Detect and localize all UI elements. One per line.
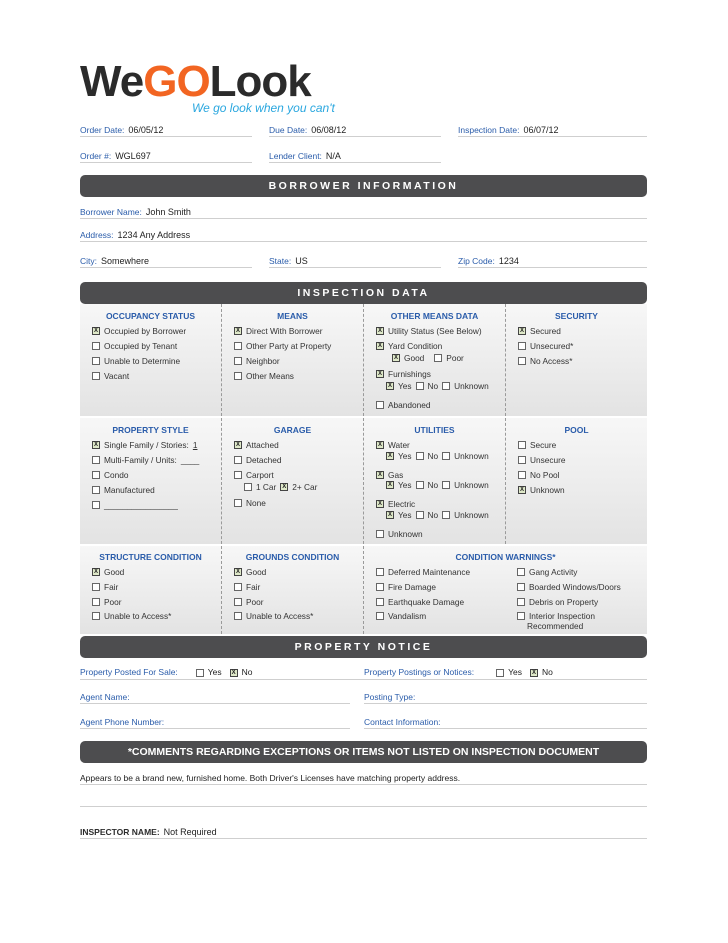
- item-label: Debris on Property: [529, 597, 599, 607]
- posted-for-sale-field: [80, 663, 350, 678]
- property-style-item[interactable]: [92, 500, 178, 510]
- item-label: 1 Car: [256, 482, 277, 492]
- item-label: Poor: [446, 353, 464, 363]
- comments-text: Appears to be a brand new, furnished home. Both Driver's Licenses have matching property address.: [80, 773, 461, 783]
- item-label: Fair: [104, 582, 119, 592]
- posted-for-sale-label: Property Posted For Sale:: [80, 667, 178, 677]
- warnings-item[interactable]: [376, 597, 464, 607]
- pool-item[interactable]: [518, 440, 556, 450]
- stories-value: 1: [192, 440, 198, 450]
- address-field: [80, 226, 647, 242]
- structure-item[interactable]: [92, 582, 118, 592]
- carport-options: [244, 482, 317, 492]
- structure-item[interactable]: [92, 611, 171, 621]
- checkbox[interactable]: [234, 372, 242, 380]
- checkbox[interactable]: [234, 456, 242, 464]
- comments-header: *COMMENTS REGARDING EXCEPTIONS OR ITEMS NOT LISTED ON INSPECTION DOCUMENT: [80, 741, 647, 763]
- checkbox[interactable]: X: [519, 328, 524, 334]
- water-options: [386, 451, 489, 461]
- grounds-item[interactable]: [234, 611, 313, 621]
- warnings-item[interactable]: [517, 567, 577, 577]
- contact-info-field[interactable]: [364, 713, 647, 729]
- item-label: ________________: [104, 500, 178, 510]
- checkbox[interactable]: [92, 471, 100, 479]
- checkbox[interactable]: [234, 499, 242, 507]
- garage-item[interactable]: [234, 455, 282, 465]
- grounds-header: GROUNDS CONDITION: [245, 552, 340, 562]
- checkbox[interactable]: [234, 598, 242, 606]
- inspection-section-header: INSPECTION DATA: [80, 282, 647, 304]
- utilities-item[interactable]: [376, 529, 423, 539]
- item-label: Carport: [246, 470, 274, 480]
- checkbox[interactable]: X: [282, 484, 287, 490]
- checkbox[interactable]: [416, 511, 424, 519]
- occupancy-item[interactable]: [92, 341, 177, 351]
- means-item[interactable]: [234, 371, 294, 381]
- city-field: [80, 252, 252, 268]
- divider: [80, 679, 647, 680]
- pool-item[interactable]: [518, 470, 560, 480]
- item-label: Electric: [388, 499, 416, 509]
- grounds-section: [222, 546, 364, 634]
- item-label: Interior Inspection: [529, 611, 595, 621]
- checkbox[interactable]: X: [377, 442, 382, 448]
- means-header: MEANS: [277, 311, 308, 321]
- item-label: Unknown: [388, 529, 423, 539]
- item-label: Poor: [246, 597, 264, 607]
- occupancy-header: OCCUPANCY STATUS: [105, 311, 196, 321]
- item-label: Yes: [398, 381, 412, 391]
- lender-field: [269, 147, 441, 163]
- item-label: Boarded Windows/Doors: [529, 582, 621, 592]
- checkbox[interactable]: [442, 511, 450, 519]
- state-field: [269, 252, 441, 268]
- item-label: Abandoned: [388, 400, 431, 410]
- item-label: 2+ Car: [292, 482, 318, 492]
- zip-value: 1234: [498, 256, 519, 266]
- item-label: Unknown: [454, 510, 489, 520]
- checkbox[interactable]: [92, 598, 100, 606]
- checkbox[interactable]: X: [387, 512, 392, 518]
- garage-item[interactable]: [234, 498, 266, 508]
- warnings-item[interactable]: [376, 582, 436, 592]
- address-label: Address:: [80, 230, 114, 240]
- property-style-item[interactable]: [92, 440, 197, 450]
- checkbox[interactable]: [518, 357, 526, 365]
- checkbox[interactable]: [376, 598, 384, 606]
- checkbox[interactable]: X: [235, 442, 240, 448]
- checkbox[interactable]: X: [235, 569, 240, 575]
- logo-look: Look: [209, 57, 311, 106]
- inspection-row-3: [80, 546, 647, 634]
- checkbox[interactable]: [92, 357, 100, 365]
- comments-text-line[interactable]: [80, 769, 647, 785]
- occupancy-item[interactable]: [92, 356, 180, 366]
- item-label: Utility Status (See Below): [388, 326, 482, 336]
- item-label: Unsecured*: [530, 341, 574, 351]
- checkbox[interactable]: X: [377, 501, 382, 507]
- checkbox[interactable]: [376, 401, 384, 409]
- checkbox[interactable]: X: [519, 487, 524, 493]
- checkbox[interactable]: [434, 354, 442, 362]
- lender-label: Lender Client:: [269, 151, 322, 161]
- item-label: Earthquake Damage: [388, 597, 465, 607]
- other-means-item[interactable]: [376, 369, 431, 379]
- occupancy-section: [80, 304, 222, 416]
- order-date-label: Order Date:: [80, 125, 125, 135]
- checkbox[interactable]: [517, 612, 525, 620]
- checkbox[interactable]: X: [377, 371, 382, 377]
- item-label: Water: [388, 440, 410, 450]
- due-date-label: Due Date:: [269, 125, 308, 135]
- item-label: Manufactured: [104, 485, 155, 495]
- postings-no-checkbox[interactable]: X: [531, 670, 536, 676]
- company-logo: [80, 57, 311, 106]
- other-means-section: [364, 304, 506, 416]
- item-label: Unable to Determine: [104, 356, 181, 366]
- utilities-header: UTILITIES: [414, 425, 455, 435]
- checkbox[interactable]: [442, 481, 450, 489]
- item-label: No: [427, 451, 439, 461]
- property-style-section: [80, 418, 222, 544]
- order-number-field: [80, 147, 252, 163]
- item-label: Vacant: [104, 371, 130, 381]
- security-header: SECURITY: [555, 311, 598, 321]
- checkbox[interactable]: [416, 452, 424, 460]
- agent-name-field[interactable]: [80, 688, 350, 704]
- item-label: No: [427, 381, 439, 391]
- utilities-item[interactable]: [376, 440, 410, 450]
- order-number-label: Order #:: [80, 151, 112, 161]
- inspection-row-1: [80, 304, 647, 416]
- garage-header: GARAGE: [273, 425, 312, 435]
- posting-type-label: Posting Type:: [364, 692, 416, 702]
- structure-item[interactable]: [92, 597, 122, 607]
- security-item[interactable]: [518, 326, 561, 336]
- item-label: Furnishings: [388, 369, 431, 379]
- item-label: Secure: [530, 440, 557, 450]
- garage-section: [222, 418, 364, 544]
- checkbox[interactable]: [92, 342, 100, 350]
- checkbox[interactable]: [92, 501, 100, 509]
- logo-we: We: [80, 57, 144, 106]
- checkbox[interactable]: X: [93, 328, 98, 334]
- security-item[interactable]: [518, 341, 573, 351]
- pool-item[interactable]: [518, 455, 566, 465]
- garage-item[interactable]: [234, 470, 274, 480]
- structure-item[interactable]: [92, 567, 124, 577]
- checkbox[interactable]: [376, 583, 384, 591]
- checkbox[interactable]: [234, 471, 242, 479]
- property-style-item[interactable]: [92, 485, 155, 495]
- checkbox[interactable]: X: [387, 482, 392, 488]
- item-label: Condo: [104, 470, 129, 480]
- checkbox[interactable]: [234, 612, 242, 620]
- checkbox[interactable]: [234, 357, 242, 365]
- yard-condition-options: [392, 353, 464, 363]
- structure-header: STRUCTURE CONDITION: [99, 552, 202, 562]
- item-label: Single Family / Stories:: [104, 440, 189, 450]
- item-label: Good: [404, 353, 425, 363]
- address-value: 1234 Any Address: [117, 230, 191, 240]
- logo-go: GO: [143, 57, 210, 106]
- warnings-header: CONDITION WARNINGS*: [455, 552, 556, 562]
- checkbox[interactable]: [92, 612, 100, 620]
- order-date-field: [80, 121, 252, 137]
- item-label: Unknown: [454, 451, 489, 461]
- pool-header: POOL: [564, 425, 589, 435]
- warnings-item[interactable]: [376, 611, 426, 621]
- checkbox[interactable]: [518, 456, 526, 464]
- item-label: Unknown: [454, 381, 489, 391]
- pool-section: [506, 418, 647, 544]
- checkbox[interactable]: X: [235, 328, 240, 334]
- logo-tagline: We go look when you can't: [192, 101, 335, 115]
- checkbox[interactable]: X: [387, 453, 392, 459]
- grounds-item[interactable]: [234, 567, 266, 577]
- warnings-item[interactable]: [517, 597, 598, 607]
- checkbox[interactable]: [442, 452, 450, 460]
- item-label: Occupied by Borrower: [104, 326, 187, 336]
- other-means-item[interactable]: [376, 400, 430, 410]
- agent-phone-field[interactable]: [80, 713, 350, 729]
- item-label: No Access*: [530, 356, 573, 366]
- means-item[interactable]: [234, 356, 280, 366]
- due-date-field: [269, 121, 441, 137]
- zip-field: [458, 252, 647, 268]
- posted-no-checkbox[interactable]: X: [231, 670, 236, 676]
- garage-item[interactable]: [234, 440, 279, 450]
- postings-yes-label: Yes: [508, 667, 522, 677]
- comments-blank-line: [80, 806, 647, 807]
- item-label: No: [427, 480, 439, 490]
- postings-yes-checkbox[interactable]: [496, 669, 504, 677]
- occupancy-item[interactable]: [92, 326, 186, 336]
- electric-options: [386, 510, 489, 520]
- item-label: Gang Activity: [529, 567, 578, 577]
- checkbox[interactable]: X: [377, 472, 382, 478]
- gas-options: [386, 480, 489, 490]
- checkbox[interactable]: [416, 382, 424, 390]
- checkbox[interactable]: [376, 612, 384, 620]
- inspection-date-label: Inspection Date:: [458, 125, 520, 135]
- checkbox[interactable]: [92, 372, 100, 380]
- city-label: City:: [80, 256, 97, 266]
- agent-name-label: Agent Name:: [80, 692, 130, 702]
- item-label: No Pool: [530, 470, 560, 480]
- checkbox[interactable]: [517, 598, 525, 606]
- checkbox[interactable]: X: [387, 383, 392, 389]
- other-means-item[interactable]: [376, 341, 442, 351]
- item-label: Direct With Borrower: [246, 326, 323, 336]
- utilities-item[interactable]: [376, 499, 415, 509]
- checkbox[interactable]: [244, 483, 252, 491]
- warnings-item[interactable]: [517, 582, 621, 592]
- postings-notices-label: Property Postings or Notices:: [364, 667, 475, 677]
- item-label: None: [246, 498, 266, 508]
- zip-label: Zip Code:: [458, 256, 495, 266]
- checkbox[interactable]: X: [93, 569, 98, 575]
- checkbox[interactable]: [518, 441, 526, 449]
- inspection-date-value: 06/07/12: [523, 125, 559, 135]
- grounds-item[interactable]: [234, 582, 260, 592]
- security-section: [506, 304, 647, 416]
- item-label: Attached: [246, 440, 279, 450]
- posting-type-field[interactable]: [364, 688, 647, 704]
- postings-notices-field: [364, 663, 647, 678]
- item-label: Unknown: [530, 485, 565, 495]
- item-label: Good: [104, 567, 125, 577]
- warnings-item[interactable]: [376, 567, 470, 577]
- item-label: Neighbor: [246, 356, 280, 366]
- property-style-item[interactable]: [92, 470, 128, 480]
- city-value: Somewhere: [101, 256, 150, 266]
- utilities-section: [364, 418, 506, 544]
- item-label: Vandalism: [388, 611, 427, 621]
- postings-no-label: No: [541, 667, 553, 677]
- lender-value: N/A: [325, 151, 341, 161]
- inspector-name-field: [80, 823, 647, 839]
- item-label: Yes: [398, 451, 412, 461]
- item-label: Poor: [104, 597, 122, 607]
- order-number-value: WGL697: [115, 151, 151, 161]
- checkbox[interactable]: [518, 342, 526, 350]
- warnings-item[interactable]: [517, 611, 595, 621]
- inspection-row-2: [80, 418, 647, 544]
- units-value: ____: [180, 455, 200, 465]
- checkbox[interactable]: [376, 530, 384, 538]
- item-label: Unable to Access*: [246, 611, 314, 621]
- checkbox[interactable]: X: [377, 328, 382, 334]
- inspector-name-label: INSPECTOR NAME:: [80, 827, 160, 837]
- state-value: US: [295, 256, 308, 266]
- agent-phone-label: Agent Phone Number:: [80, 717, 165, 727]
- checkbox[interactable]: [92, 456, 100, 464]
- checkbox[interactable]: [517, 568, 525, 576]
- property-style-item[interactable]: [92, 455, 199, 465]
- other-means-header: OTHER MEANS DATA: [390, 311, 479, 321]
- checkbox[interactable]: [517, 583, 525, 591]
- inspector-name-value: Not Required: [163, 827, 217, 837]
- occupancy-item[interactable]: [92, 371, 129, 381]
- means-section: [222, 304, 364, 416]
- item-label: Other Party at Property: [246, 341, 332, 351]
- item-label: Gas: [388, 470, 404, 480]
- warnings-item-continuation: Recommended: [527, 621, 584, 631]
- borrower-name-label: Borrower Name:: [80, 207, 142, 217]
- checkbox[interactable]: [518, 471, 526, 479]
- checkbox[interactable]: [234, 583, 242, 591]
- utilities-item[interactable]: [376, 470, 403, 480]
- pool-item[interactable]: [518, 485, 565, 495]
- item-label: Good: [246, 567, 267, 577]
- checkbox[interactable]: [442, 382, 450, 390]
- checkbox[interactable]: [92, 486, 100, 494]
- checkbox[interactable]: [416, 481, 424, 489]
- checkbox[interactable]: [92, 583, 100, 591]
- property-style-header: PROPERTY STYLE: [112, 425, 189, 435]
- checkbox[interactable]: X: [393, 355, 398, 361]
- checkbox[interactable]: [376, 568, 384, 576]
- means-item[interactable]: [234, 326, 323, 336]
- structure-section: [80, 546, 222, 634]
- item-label: Yard Condition: [388, 341, 443, 351]
- property-notice-header: PROPERTY NOTICE: [80, 636, 647, 658]
- borrower-section-header: BORROWER INFORMATION: [80, 175, 647, 197]
- item-label: Unable to Access*: [104, 611, 172, 621]
- item-label: Deferred Maintenance: [388, 567, 471, 577]
- item-label: Detached: [246, 455, 282, 465]
- posted-no-label: No: [241, 667, 253, 677]
- means-item[interactable]: [234, 341, 331, 351]
- posted-yes-label: Yes: [207, 667, 222, 677]
- item-label: Secured: [530, 326, 561, 336]
- item-label: No: [427, 510, 439, 520]
- item-label: Fair: [246, 582, 261, 592]
- item-label: Yes: [398, 480, 412, 490]
- contact-info-label: Contact Information:: [364, 717, 441, 727]
- checkbox[interactable]: X: [93, 442, 98, 448]
- item-label: Fire Damage: [388, 582, 436, 592]
- inspection-date-field: [458, 121, 647, 137]
- due-date-value: 06/08/12: [311, 125, 347, 135]
- item-label: Yes: [398, 510, 412, 520]
- borrower-name-field: [80, 203, 647, 219]
- item-label: Multi-Family / Units:: [104, 455, 177, 465]
- state-label: State:: [269, 256, 292, 266]
- item-label: Unsecure: [530, 455, 566, 465]
- security-item[interactable]: [518, 356, 572, 366]
- furnishings-options: [386, 381, 489, 391]
- warnings-section: [364, 546, 647, 634]
- checkbox[interactable]: X: [377, 343, 382, 349]
- checkbox[interactable]: [234, 342, 242, 350]
- posted-yes-checkbox[interactable]: [196, 669, 204, 677]
- item-label: Unknown: [454, 480, 489, 490]
- item-label: Occupied by Tenant: [104, 341, 178, 351]
- other-means-item[interactable]: [376, 326, 482, 336]
- item-label: Other Means: [246, 371, 294, 381]
- grounds-item[interactable]: [234, 597, 264, 607]
- borrower-name-value: John Smith: [145, 207, 191, 217]
- order-date-value: 06/05/12: [128, 125, 164, 135]
